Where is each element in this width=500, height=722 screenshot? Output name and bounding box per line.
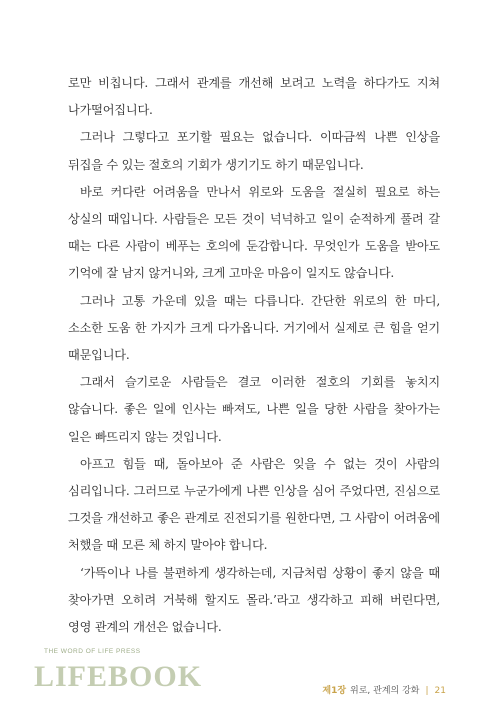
publisher-logo <box>34 648 203 700</box>
paragraph-5: 그래서 슬기로운 사람들은 결코 이러한 절호의 기회를 놓치지 않습니다. 좋은 일에 인사는 빠져도, 나쁜 일을 당한 사람을 찾아가는 일은 빠뜨리지 않는 것입니다. <box>68 375 440 444</box>
logo-tagline: THE WORD OF LIFE PRESS <box>44 648 141 655</box>
paragraph-1: 로만 비칩니다. 그래서 관계를 개선해 보려고 노력을 하다가도 지쳐 나가떨어집니다. <box>68 76 440 118</box>
paragraph-7: ‘가뜩이나 나를 불편하게 생각하는데, 지금처럼 상황이 좋지 않을 때 찾아가면 오히려 거북해 할지도 몰라.’라고 생각하고 피해 버린다면, 영영 관계의 개선은 없습니다. <box>68 565 440 635</box>
paragraph-2: 그러나 그렇다고 포기할 필요는 없습니다. 이따금씩 나쁜 인상을 뒤집을 수 있는 절호의 기회가 생기기도 하기 때문입니다. <box>68 130 440 172</box>
logo-wordmark: LIFEBOOK <box>34 660 203 693</box>
page-body <box>68 70 440 641</box>
page-number: 21 <box>434 686 446 696</box>
footer-separator: | <box>425 686 429 696</box>
chapter-title: 위로, 관계의 강화 <box>350 686 420 696</box>
paragraph-4: 그러나 고통 가운데 있을 때는 다릅니다. 간단한 위로의 한 마디, 소소한 도움 한 가지가 크게 다가옵니다. 거기에서 실제로 큰 힘을 얻기 때문입니다. <box>68 293 440 363</box>
paragraph-6: 아프고 힘들 때, 돌아보아 준 사람은 잊을 수 없는 것이 사람의 심리입니다. 그러므로 누군가에게 나쁜 인상을 심어 주었다면, 진심으로 그것을 개선하고 좋은 관계로 진전되기를 원한다면, 그 사람이 어려움에 처했을 때 모른 체 하지 말아야 합니다. <box>68 456 440 553</box>
page-footer <box>322 683 446 696</box>
chapter-label: 제1장 <box>322 686 347 696</box>
paragraph-3: 바로 커다란 어려움을 만나서 위로와 도움을 절실히 필요로 하는 상실의 때입니다. 사람들은 모든 것이 넉넉하고 일이 순적하게 풀려 갈 때는 다른 사람이 베푸는 호의에 둔감합니다. 무엇인가 도움을 받아도 기억에 잘 남지 않거니와, 크게 고마운 마음이 일지도 않습니다. <box>68 184 440 281</box>
